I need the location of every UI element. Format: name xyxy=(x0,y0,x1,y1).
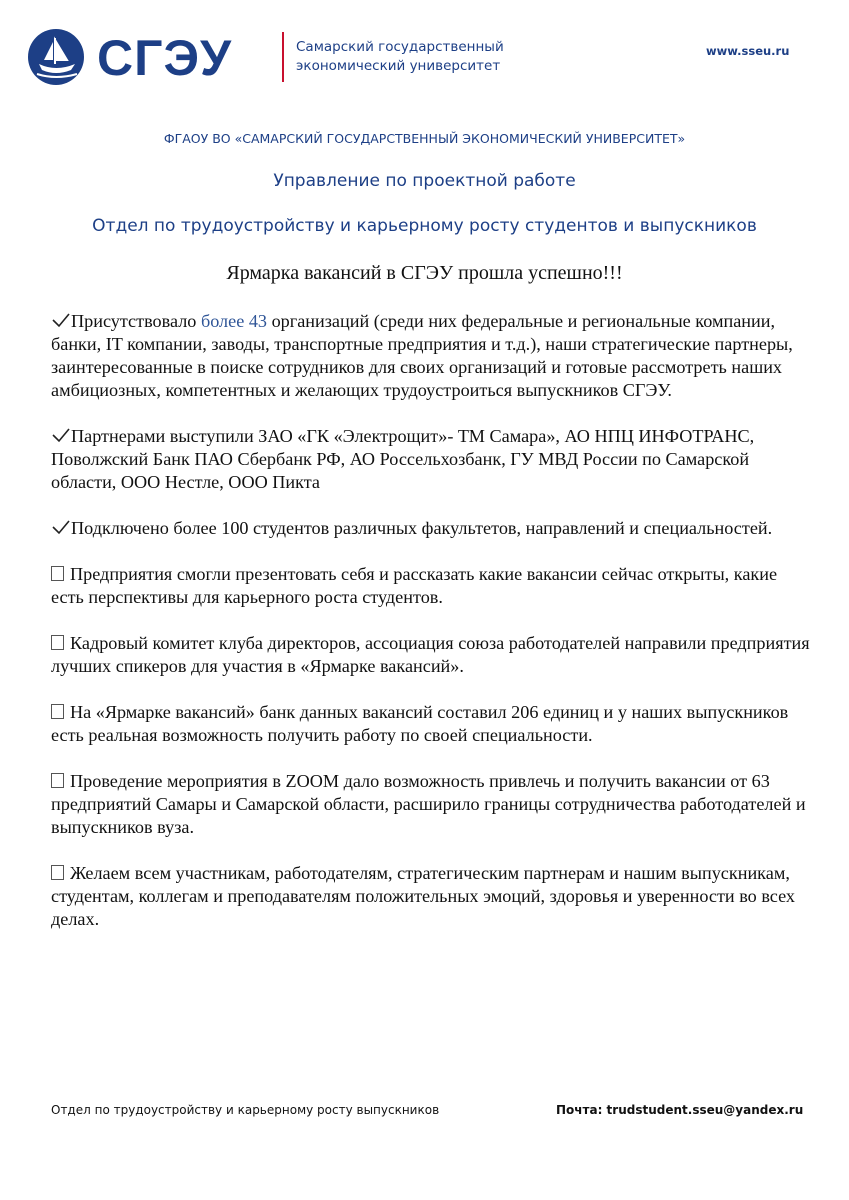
empty-box-icon xyxy=(51,635,64,650)
paragraph-presentations xyxy=(51,563,811,609)
department-title: Управление по проектной работе xyxy=(273,171,576,191)
article-body xyxy=(51,310,811,954)
checkmark-icon xyxy=(51,519,71,535)
paragraph-zoom xyxy=(51,770,811,839)
paragraph-text: Подключено более 100 студентов различных факультетов, направлений и специальностей. xyxy=(71,518,773,538)
paragraph-text: Предприятия смогли презентовать себя и рассказать какие вакансии сейчас открыты, какие есть перспективы для карьерного роста студентов. xyxy=(51,564,778,607)
university-name-line2: экономический университет xyxy=(296,58,501,74)
empty-box-icon xyxy=(51,865,64,880)
paragraph-partners xyxy=(51,425,811,494)
paragraph-students xyxy=(51,517,811,540)
empty-box-icon xyxy=(51,773,64,788)
logo-wordmark: СГЭУ xyxy=(97,30,233,86)
paragraph-text: Желаем всем участникам, работодателям, стратегическим партнерам и нашим выпускникам, студентам, коллегам и преподавателям положительных эмоций, здоровья и уверенности во всех делах. xyxy=(51,863,796,929)
paragraph-text: На «Ярмарке вакансий» банк данных вакансий составил 206 единиц и у наших выпускников есть реальная возможность получить работу по своей специальности. xyxy=(51,702,789,745)
checkmark-icon xyxy=(51,427,71,443)
paragraph-text: Кадровый комитет клуба директоров, ассоциация союза работодателей направили предприятия лучших спикеров для участия в «Ярмарке вакансий». xyxy=(51,633,810,676)
paragraph-text: организаций (среди них федеральные и региональные компании, банки, IT компании, заводы, транспортные предприятия и т.д.), наши стратегические партнеры, заинтересованные в поиске сотрудников для своих организаций и готовые рассмотреть наших амбициозных, компетентных и желающих трудоустроиться выпускников СГЭУ. xyxy=(51,311,793,400)
ship-emblem-icon xyxy=(27,28,89,86)
organization-name: ФГАОУ ВО «САМАРСКИЙ ГОСУДАРСТВЕННЫЙ ЭКОНОМИЧЕСКИЙ УНИВЕРСИТЕТ» xyxy=(163,131,686,146)
page-headline: Ярмарка вакансий в СГЭУ прошла успешно!!! xyxy=(226,262,623,284)
university-name xyxy=(296,38,504,76)
checkmark-icon xyxy=(51,312,71,328)
footer-department: Отдел по трудоустройству и карьерному росту выпускников xyxy=(51,1103,440,1117)
paragraph-wishes xyxy=(51,862,811,931)
paragraph-vacancies xyxy=(51,701,811,747)
paragraph-text: Партнерами выступили ЗАО «ГК «Электрощит»- ТМ Самара», АО НПЦ ИНФОТРАНС, Поволжский Банк ПАО Сбербанк РФ, АО Россельхозбанк, ГУ МВД России по Самарской области, ООО Нестле, ООО Пикта xyxy=(51,426,755,492)
empty-box-icon xyxy=(51,704,64,719)
university-name-line1: Самарский государственный xyxy=(296,39,504,55)
section-title: Отдел по трудоустройству и карьерному росту студентов и выпускников xyxy=(92,216,757,236)
paragraph-organizations xyxy=(51,310,811,402)
paragraph-text: Проведение мероприятия в ZOOM дало возможность привлечь и получить вакансии от 63 предприятий Самары и Самарской области, расширило границы сотрудничества работодателей и выпускников вуза. xyxy=(51,771,806,837)
site-url-link[interactable]: www.sseu.ru xyxy=(706,44,790,58)
paragraph-committee xyxy=(51,632,811,678)
footer-email[interactable]: Почта: trudstudent.sseu@yandex.ru xyxy=(556,1103,804,1117)
empty-box-icon xyxy=(51,566,64,581)
highlight-count: более 43 xyxy=(200,311,268,331)
letterhead xyxy=(27,28,817,88)
logo-divider xyxy=(282,32,284,82)
paragraph-text: Присутствовало xyxy=(71,311,201,331)
